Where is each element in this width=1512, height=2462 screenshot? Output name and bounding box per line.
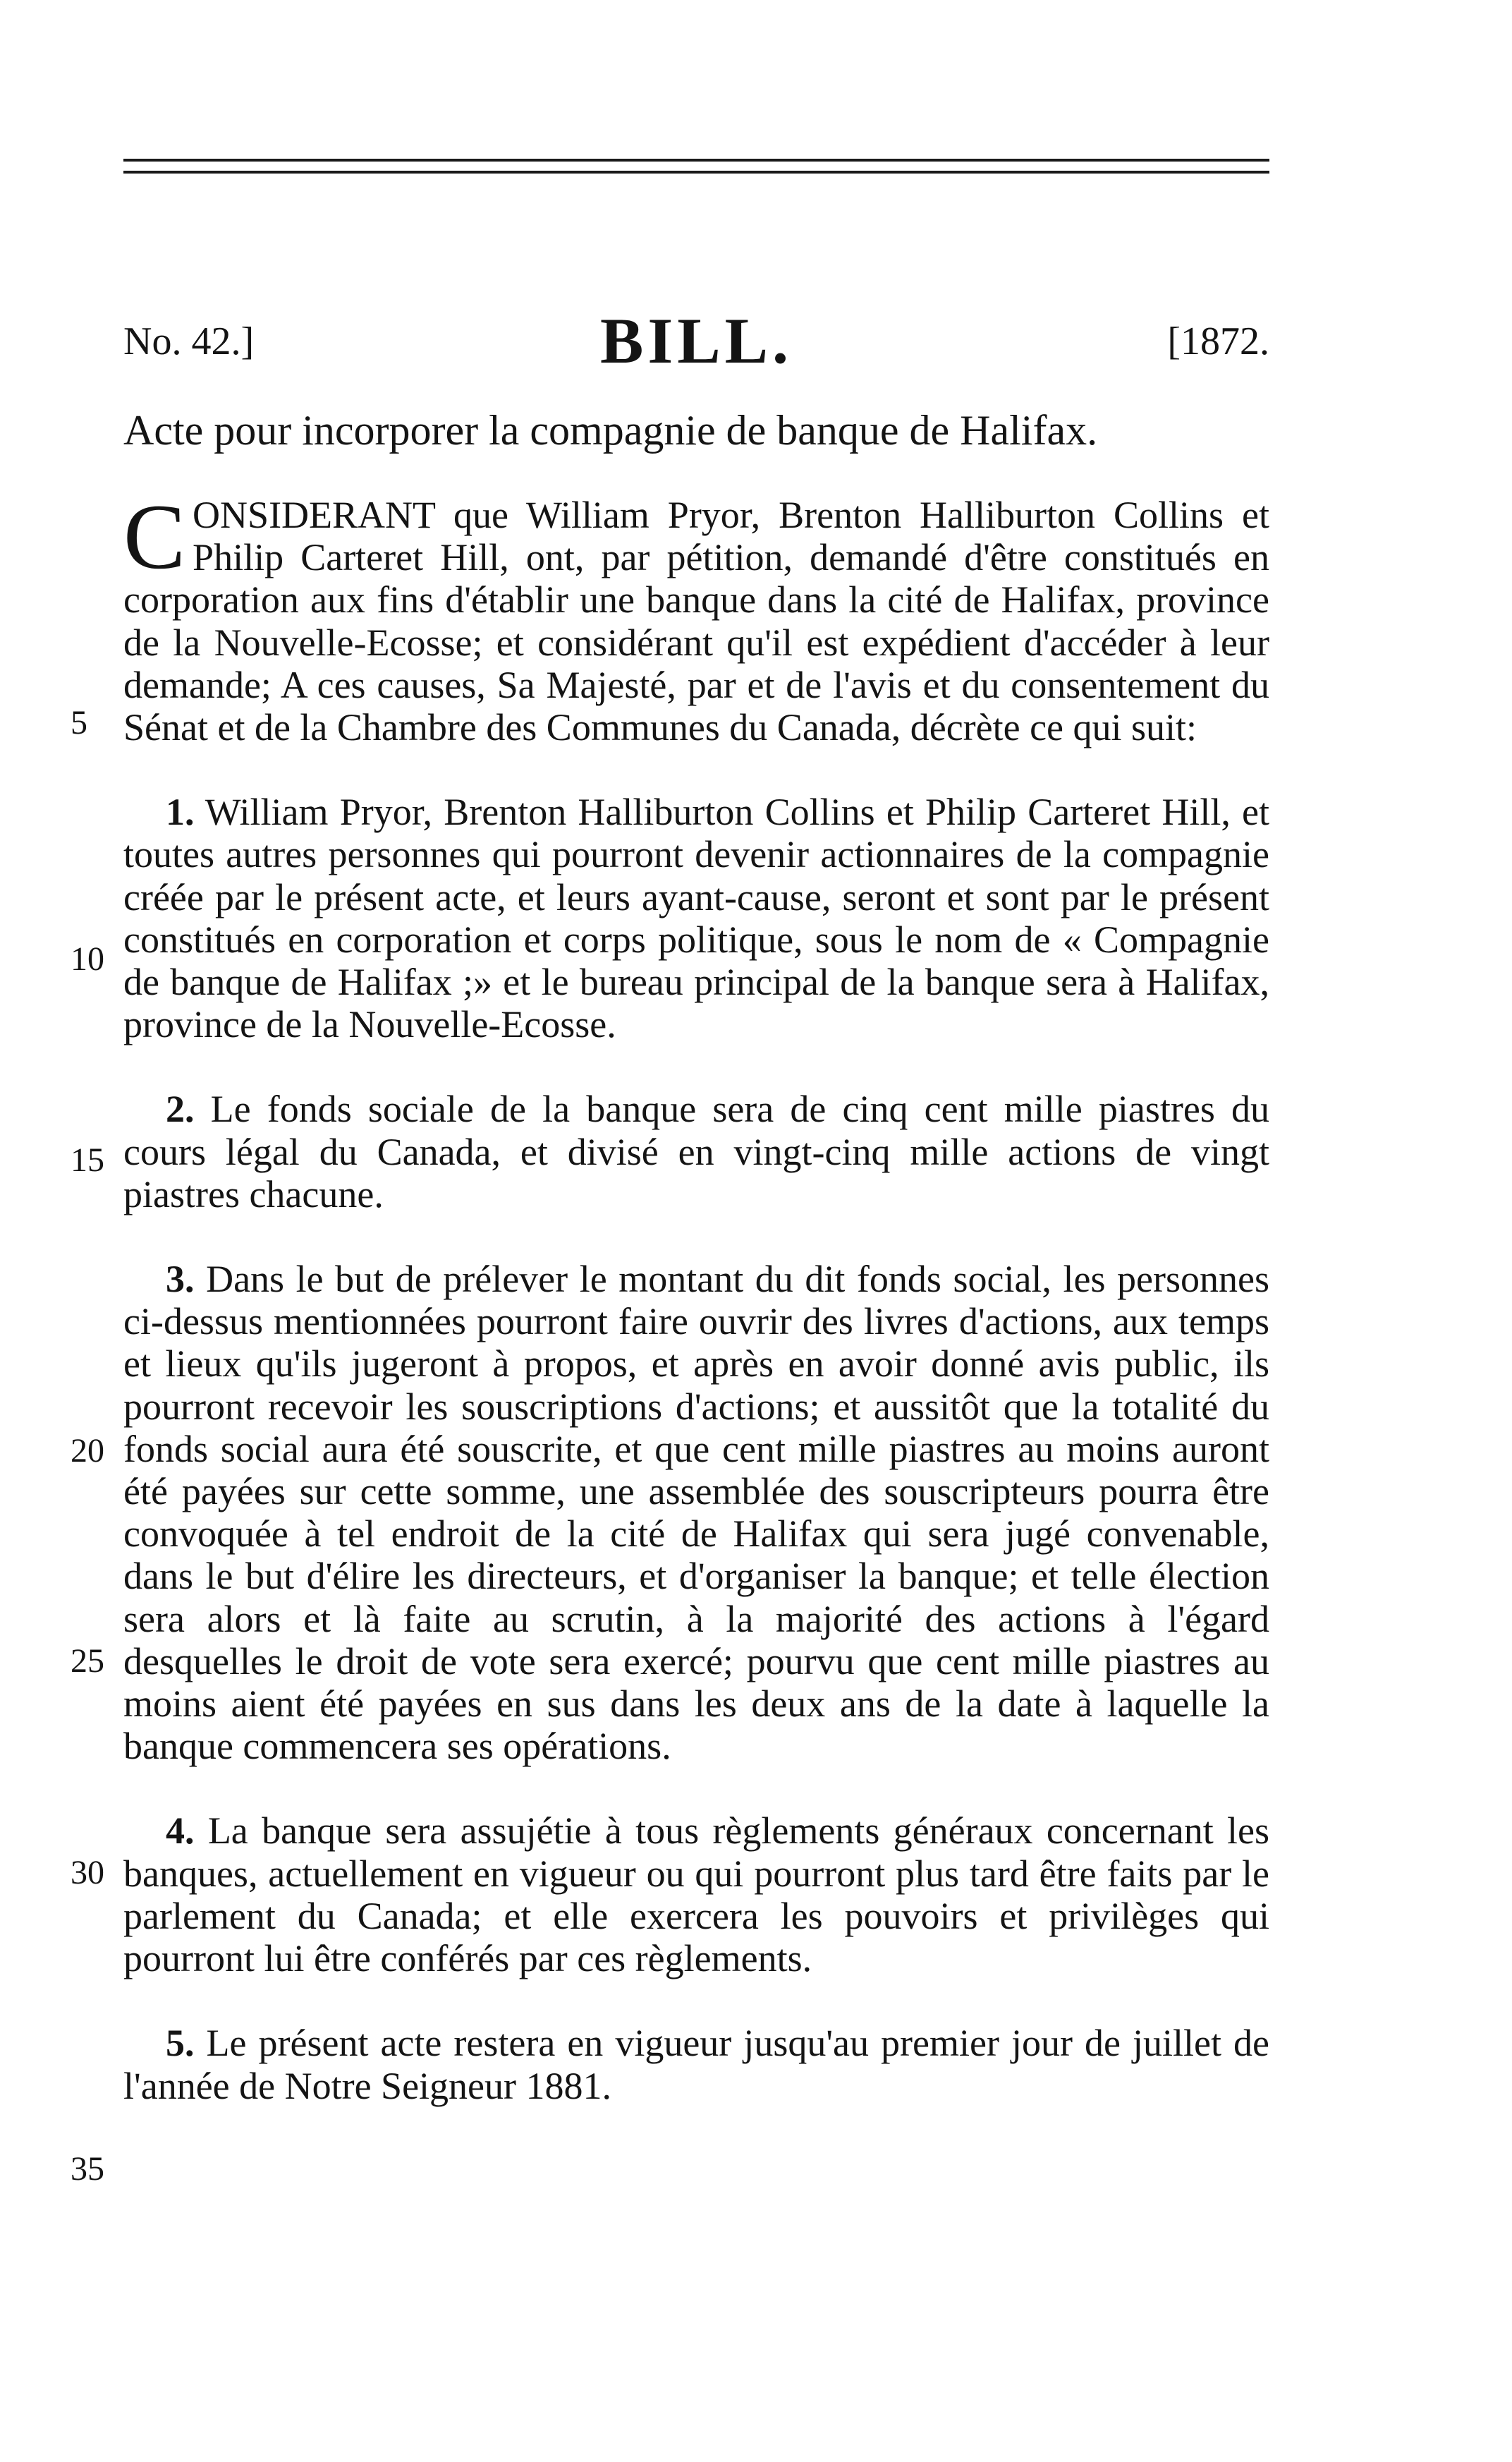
section-text: Dans le but de prélever le montant du dit fonds social, les personnes ci-dessus mentionnées pourront faire ouvrir des livres d'actions, aux temps et lieux qu'ils jugeront à propos, et après en avoir donné avis public, ils pourront recevoir les souscriptions d'actions; et aussitôt que la totalité du fonds social aura été souscrite, et que cent mille piastres au moins auront été payées sur cette somme, une assemblée des souscripteurs pourra être convoquée à tel endroit de la cité de Halifax qui sera jugé convenable, dans le but d'élire les directeurs, et d'organiser la banque; et telle élection sera alors et là faite au scrutin, à la majorité des actions à l'égard desquelles le droit de vote sera exercé; pourvu que cent mille piastres au moins aient été payées en sus dans les deux ans de la date à laquelle la banque commencera ses opérations. (123, 1258, 1270, 1768)
line-number: 10 (71, 940, 104, 978)
section-text: Le fonds sociale de la banque sera de cinq cent mille piastres du cours légal du Canada, et divisé en vingt-cinq mille actions de vingt piastres chacune. (123, 1088, 1269, 1215)
section-text: Le présent acte restera en vigueur jusqu'au premier jour de juillet de l'année de Notre Seigneur 1881. (123, 2022, 1269, 2107)
section-4 (123, 1809, 1269, 1979)
act-title: Acte pour incorporer la compagnie de banque de Halifax. (123, 407, 1098, 454)
line-number: 15 (71, 1141, 104, 1179)
line-number: 20 (71, 1432, 104, 1469)
bill-body (123, 485, 1270, 2149)
section-5 (123, 2022, 1269, 2106)
section-number: 1. (166, 791, 195, 834)
line-number: 5 (71, 704, 87, 741)
section-number: 5. (166, 2022, 195, 2065)
bill-title: BILL. (600, 305, 793, 377)
bill-number: No. 42.] (123, 320, 255, 363)
preamble (123, 485, 1269, 749)
line-number: 30 (71, 1854, 104, 1891)
bill-header (123, 303, 1269, 377)
section-text: La banque sera assujétie à tous règlements généraux concernant les banques, actuellement en vigueur ou qui pourront plus tard être faits par le parlement du Canada; et elle exercera les pouvoirs et privilèges qui pourront lui être conférés par ces règlements. (123, 1809, 1269, 1980)
section-number: 2. (166, 1088, 195, 1131)
top-rule-second (123, 171, 1269, 174)
section-number: 4. (166, 1809, 195, 1852)
preamble-text: ONSIDERANT que William Pryor, Brenton Halliburton Collins et Philip Carteret Hill, ont, par pétition, demandé d'être constitués en corporation aux fins d'établir une banque dans la cité de Halifax, province de la Nouvelle-Ecosse; et considérant qu'il est expédient d'accéder à leur demande; A ces causes, Sa Majesté, par et de l'avis et du consentement du Sénat et de la Chambre des Communes du Canada, décrète ce qui suit: (123, 494, 1269, 749)
line-number: 35 (71, 2150, 104, 2188)
bill-year: [1872. (1167, 320, 1269, 363)
preamble-dropcap: C (123, 485, 186, 588)
section-1 (123, 791, 1269, 1045)
section-number: 3. (166, 1258, 195, 1301)
top-rule (123, 159, 1269, 162)
line-number: 25 (71, 1642, 104, 1680)
section-text: William Pryor, Brenton Halliburton Collins et Philip Carteret Hill, et toutes autres personnes qui pourront devenir actionnaires de la compagnie créée par le présent acte, et leurs ayant-cause, seront et sont par le présent constitués en corporation et corps politique, sous le nom de « Compagnie de banque de Halifax ;» et le bureau principal de la banque sera à Halifax, province de la Nouvelle-Ecosse. (123, 791, 1269, 1046)
section-2 (123, 1088, 1269, 1215)
section-3 (123, 1258, 1269, 1767)
